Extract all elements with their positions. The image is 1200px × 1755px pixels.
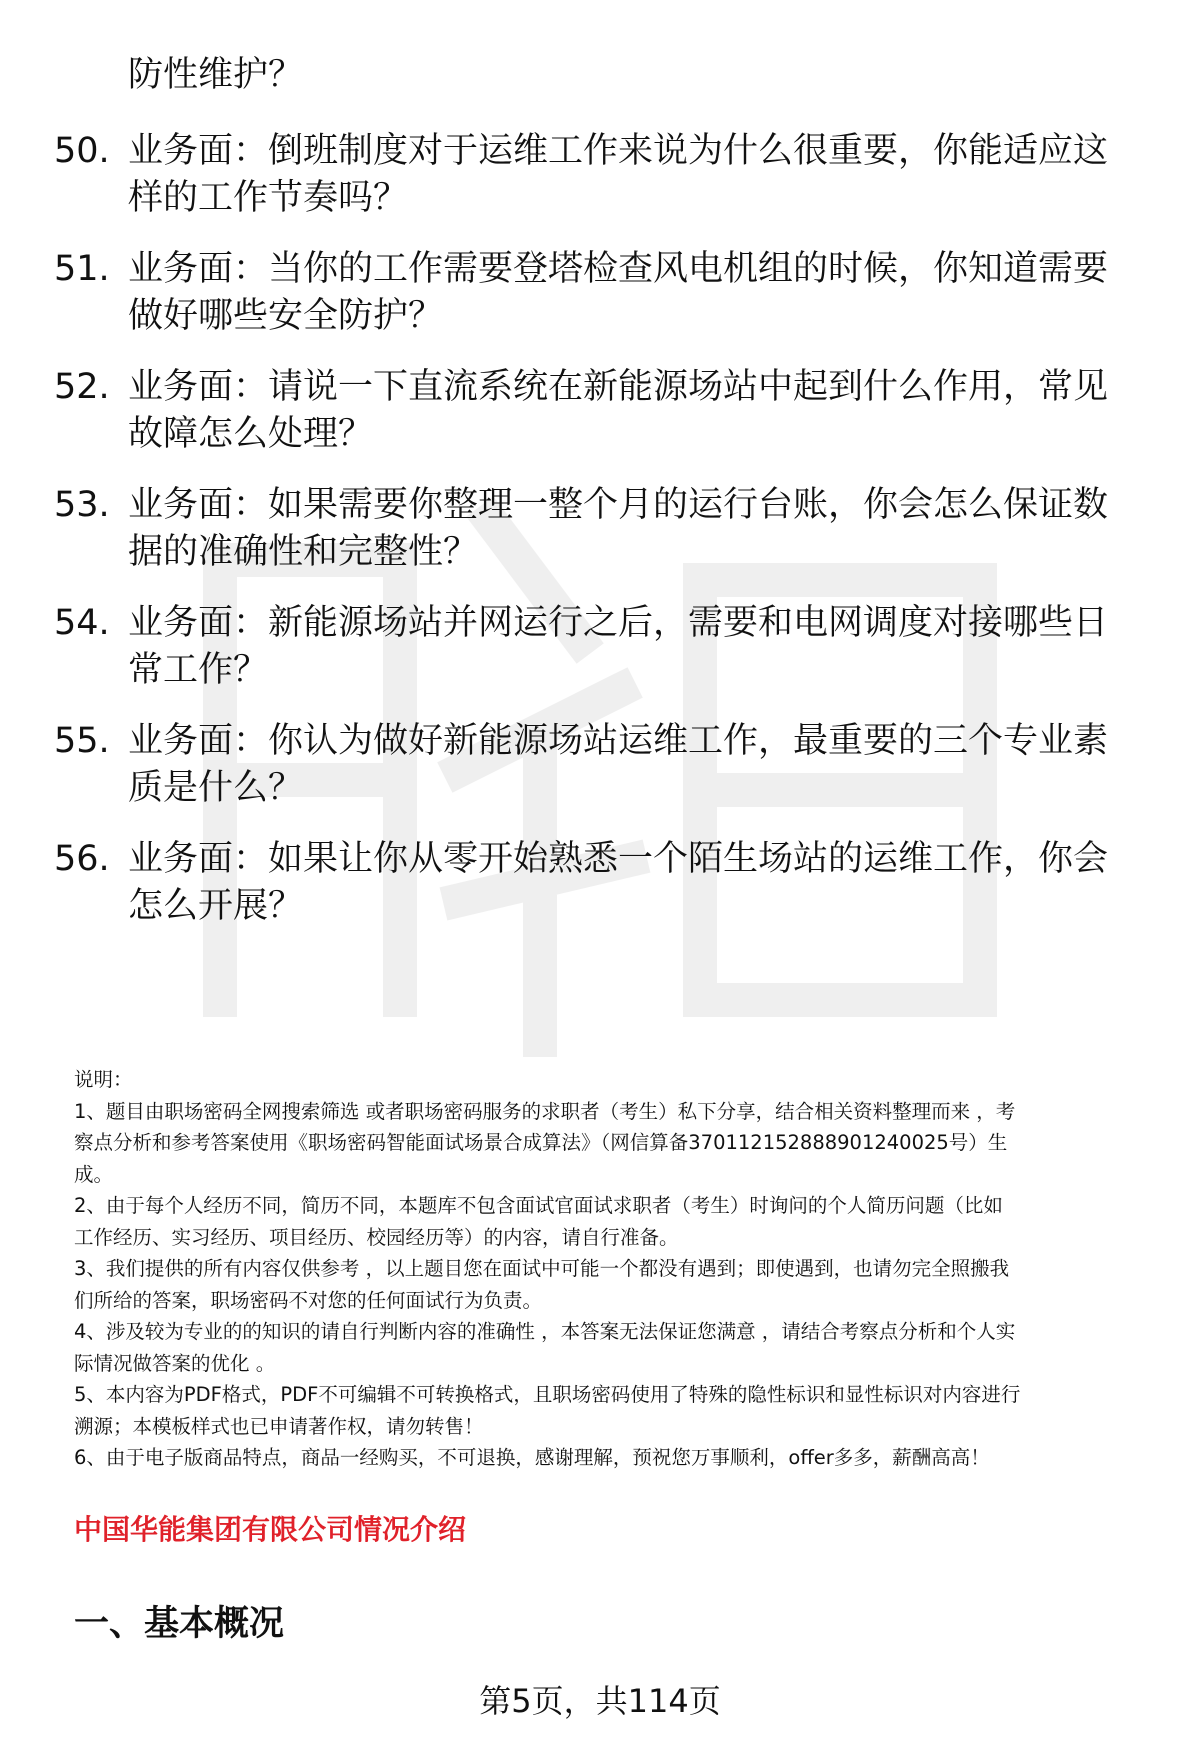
question-text: 常工作？ [128, 650, 269, 690]
question-number: 50. [54, 131, 110, 171]
question-text: 业务面：你认为做好新能源场站运维工作，最重要的三个专业素 [128, 721, 1109, 761]
note-line: 工作经历、实习经历、项目经历、校园经历等）的内容，请自行准备。 [74, 1225, 679, 1249]
question-text: 据的准确性和完整性？ [128, 532, 479, 572]
company-intro-heading: 中国华能集团有限公司情况介绍 [74, 1513, 467, 1546]
question-text: 业务面：如果让你从零开始熟悉一个陌生场站的运维工作，你会 [128, 839, 1109, 879]
question-number: 53. [54, 485, 110, 525]
note-line: 5、本内容为PDF格式，PDF不可编辑不可转换格式，且职场密码使用了特殊的隐性标识和显性标识对内容进行 [74, 1383, 1021, 1406]
question-text: 业务面：新能源场站并网运行之后，需要和电网调度对接哪些日 [128, 603, 1109, 643]
note-line: 6、由于电子版商品特点，商品一经购买，不可退换，感谢理解，预祝您万事顺利，offer多多，薪酬高高！ [74, 1446, 990, 1469]
question-text: 做好哪些安全防护？ [128, 296, 444, 336]
notes-heading: 说明： [74, 1068, 133, 1091]
question-text: 业务面：请说一下直流系统在新能源场站中起到什么作用，常见 [128, 367, 1109, 407]
note-line: 3、我们提供的所有内容仅供参考 ，以上题目您在面试中可能一个都没有遇到；即使遇到，也请勿完全照搬我 [74, 1257, 1010, 1280]
note-line: 4、涉及较为专业的的知识的请自行判断内容的准确性 ，本答案无法保证您满意 ，请结合考察点分析和个人实 [74, 1320, 1016, 1343]
note-line: 际情况做答案的优化 。 [74, 1351, 276, 1375]
question-number: 51. [54, 249, 110, 289]
question-number: 56. [54, 839, 110, 879]
question-text: 样的工作节奏吗？ [128, 178, 409, 218]
question-text: 业务面：倒班制度对于运维工作来说为什么很重要，你能适应这 [128, 131, 1109, 171]
note-line: 溯源；本模板样式也已申请著作权，请勿转售！ [74, 1414, 484, 1438]
question-text: 质是什么？ [128, 768, 304, 808]
question-text: 怎么开展？ [128, 886, 304, 926]
question-text: 故障怎么处理？ [128, 414, 374, 454]
note-line: 察点分析和参考答案使用《职场密码智能面试场景合成算法》（网信算备370112152888901240025号）生 [74, 1131, 1008, 1154]
question-text: 防性维护？ [128, 55, 304, 95]
section-heading: 一、基本概况 [74, 1604, 285, 1644]
note-line: 成。 [74, 1162, 114, 1186]
note-line: 1、题目由职场密码全网搜索筛选 或者职场密码服务的求职者（考生）私下分享，结合相关资料整理而来 ，考 [74, 1099, 1016, 1123]
note-line: 2、由于每个人经历不同，简历不同，本题库不包含面试官面试求职者（考生）时询问的个人简历问题（比如 [74, 1194, 1003, 1217]
question-text: 业务面：如果需要你整理一整个月的运行台账，你会怎么保证数 [128, 485, 1109, 525]
question-number: 54. [54, 603, 110, 643]
note-line: 们所给的答案，职场密码不对您的任何面试行为负责。 [74, 1288, 543, 1312]
question-text: 业务面：当你的工作需要登塔检查风电机组的时候，你知道需要 [128, 249, 1109, 289]
question-number: 55. [54, 721, 110, 761]
page-number-footer: 第5页，共114页 [479, 1682, 721, 1720]
notes-section [74, 1064, 1164, 1474]
question-number: 52. [54, 367, 110, 407]
